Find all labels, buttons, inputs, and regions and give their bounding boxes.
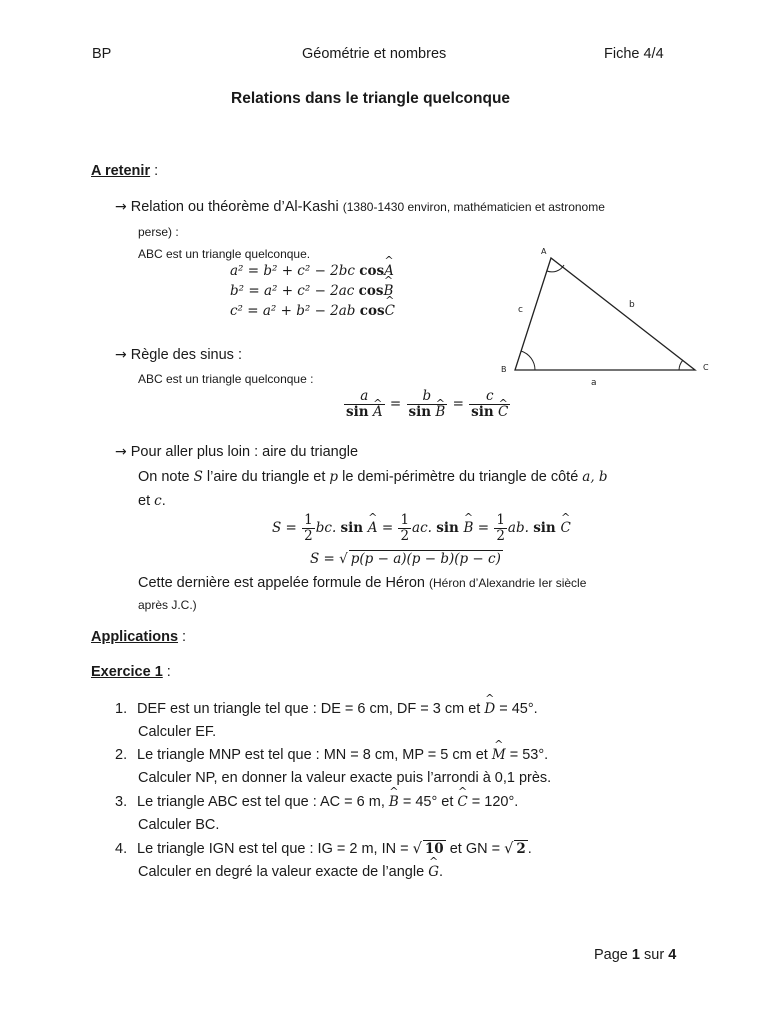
side-label-c: c (518, 305, 523, 315)
header-left: BP (92, 46, 112, 62)
exercice-title: Exercice 1 : (91, 664, 171, 680)
heron-text-cont: après J.C.) (138, 598, 197, 612)
formula-a-angle: ^ A (384, 263, 394, 279)
side-label-b: b (629, 300, 635, 310)
heron-formula: S = √ p(p − a)(p − b)(p − c) (310, 551, 501, 567)
retenir-label: A retenir (91, 163, 151, 179)
list-item-line2: Calculer NP, en donner la valeur exacte puis l’arrondi à 0,1 près. (138, 770, 552, 786)
aire-title: Pour aller plus loin : aire du triangle (130, 444, 359, 460)
alkashi-intro: ABC est un triangle quelconque. (138, 247, 311, 261)
formula-b-angle: ^ B (384, 283, 394, 299)
sinus-intro: ABC est un triangle quelconque : (138, 372, 314, 386)
list-item-line2: Calculer EF. (138, 724, 217, 740)
formula-b-terms: b² = a² + c² − 2ac (230, 283, 359, 299)
alkashi-formula-a (230, 263, 394, 279)
sinus-title: Règle des sinus : (130, 347, 242, 363)
retenir-suffix: : (150, 163, 159, 179)
side-label-a: a (591, 378, 597, 388)
alkashi-heading (115, 199, 605, 215)
vertex-label-b: B (501, 365, 507, 374)
vertex-label-a: A (541, 247, 547, 256)
arrow-icon: → (115, 199, 127, 215)
aire-formula: S = $\frac{1}{2}$ bc. sin ^ A = $\frac{1}{2}$ ac. sin ^ B = $\frac{1}{2}$ ab. sin ^ C (272, 513, 571, 544)
angle-arc-b (521, 351, 535, 370)
alkashi-note-cont (138, 225, 179, 239)
vertex-label-c: C (703, 363, 709, 372)
formula-a-terms: a² = b² + c² − 2bc (230, 263, 360, 279)
sinus-heading (115, 347, 242, 363)
list-item: 3. Le triangle ABC est tel que : AC = 6 m, ^ B = 45° et ^ C = 120°. (115, 794, 518, 810)
triangle-shape (515, 258, 695, 370)
list-item: 1. DEF est un triangle tel que : DE = 6 cm, DF = 3 cm et ^ D = 45°. (115, 701, 538, 717)
formula-c-cos: cos (359, 303, 385, 319)
header-center: Géométrie et nombres (302, 46, 447, 62)
alkashi-note2: perse) (138, 225, 173, 239)
alkashi-formula-b (230, 283, 393, 299)
aire-line1: On note S l’aire du triangle et p le demi-périmètre du triangle de côté a, b (138, 469, 608, 485)
page-title: Relations dans le triangle quelconque (231, 90, 511, 107)
alkashi-title: Relation ou théorème d’Al-Kashi (130, 199, 343, 215)
sinus-frac-b: $\frac{b}{\sin \^{} B}$ (407, 389, 448, 420)
list-item: 4. Le triangle IGN est tel que : IG = 2 m, IN = √ 10 et GN = √ 2 . (115, 841, 532, 857)
arrow-icon: → (115, 347, 127, 363)
alkashi-formula-c (230, 303, 395, 319)
aire-heading (115, 444, 358, 460)
formula-b-cos: cos (358, 283, 384, 299)
heron-text: Cette dernière est appelée formule de Héron (Héron d’Alexandrie Ier siècle (138, 575, 587, 591)
aire-line2: et c. (138, 493, 166, 509)
sinus-formula: $\frac{a}{\sin \^{} A}$ = $\frac{b}{\sin \^{} B}$ = $\frac{c}{\sin \^{} C}$ (343, 389, 511, 420)
page-footer: Page 1 sur 4 (594, 947, 677, 963)
angle-arc-c (679, 360, 683, 370)
list-item-line2: Calculer en degré la valeur exacte de l’angle ^ G. (138, 864, 443, 880)
sinus-frac-c: $\frac{c}{\sin \^{} C}$ (469, 389, 510, 420)
alkashi-note: (1380-1430 environ, mathématicien et astronome (342, 200, 605, 214)
list-item-line2: Calculer BC. (138, 817, 220, 833)
header-right: Fiche 4/4 (604, 46, 664, 62)
triangle-figure (495, 240, 725, 390)
section-retenir (91, 163, 158, 179)
alkashi-note2-suffix: : (172, 225, 179, 239)
formula-c-angle: ^ C (385, 303, 395, 319)
formula-c-terms: c² = a² + b² − 2ab (230, 303, 360, 319)
section-applications: Applications : (91, 629, 187, 645)
formula-a-cos: cos (359, 263, 385, 279)
list-item: 2. Le triangle MNP est tel que : MN = 8 cm, MP = 5 cm et ^ M = 53°. (115, 747, 548, 763)
sinus-frac-a: $\frac{a}{\sin \^{} A}$ (344, 389, 385, 420)
arrow-icon: → (115, 444, 127, 460)
